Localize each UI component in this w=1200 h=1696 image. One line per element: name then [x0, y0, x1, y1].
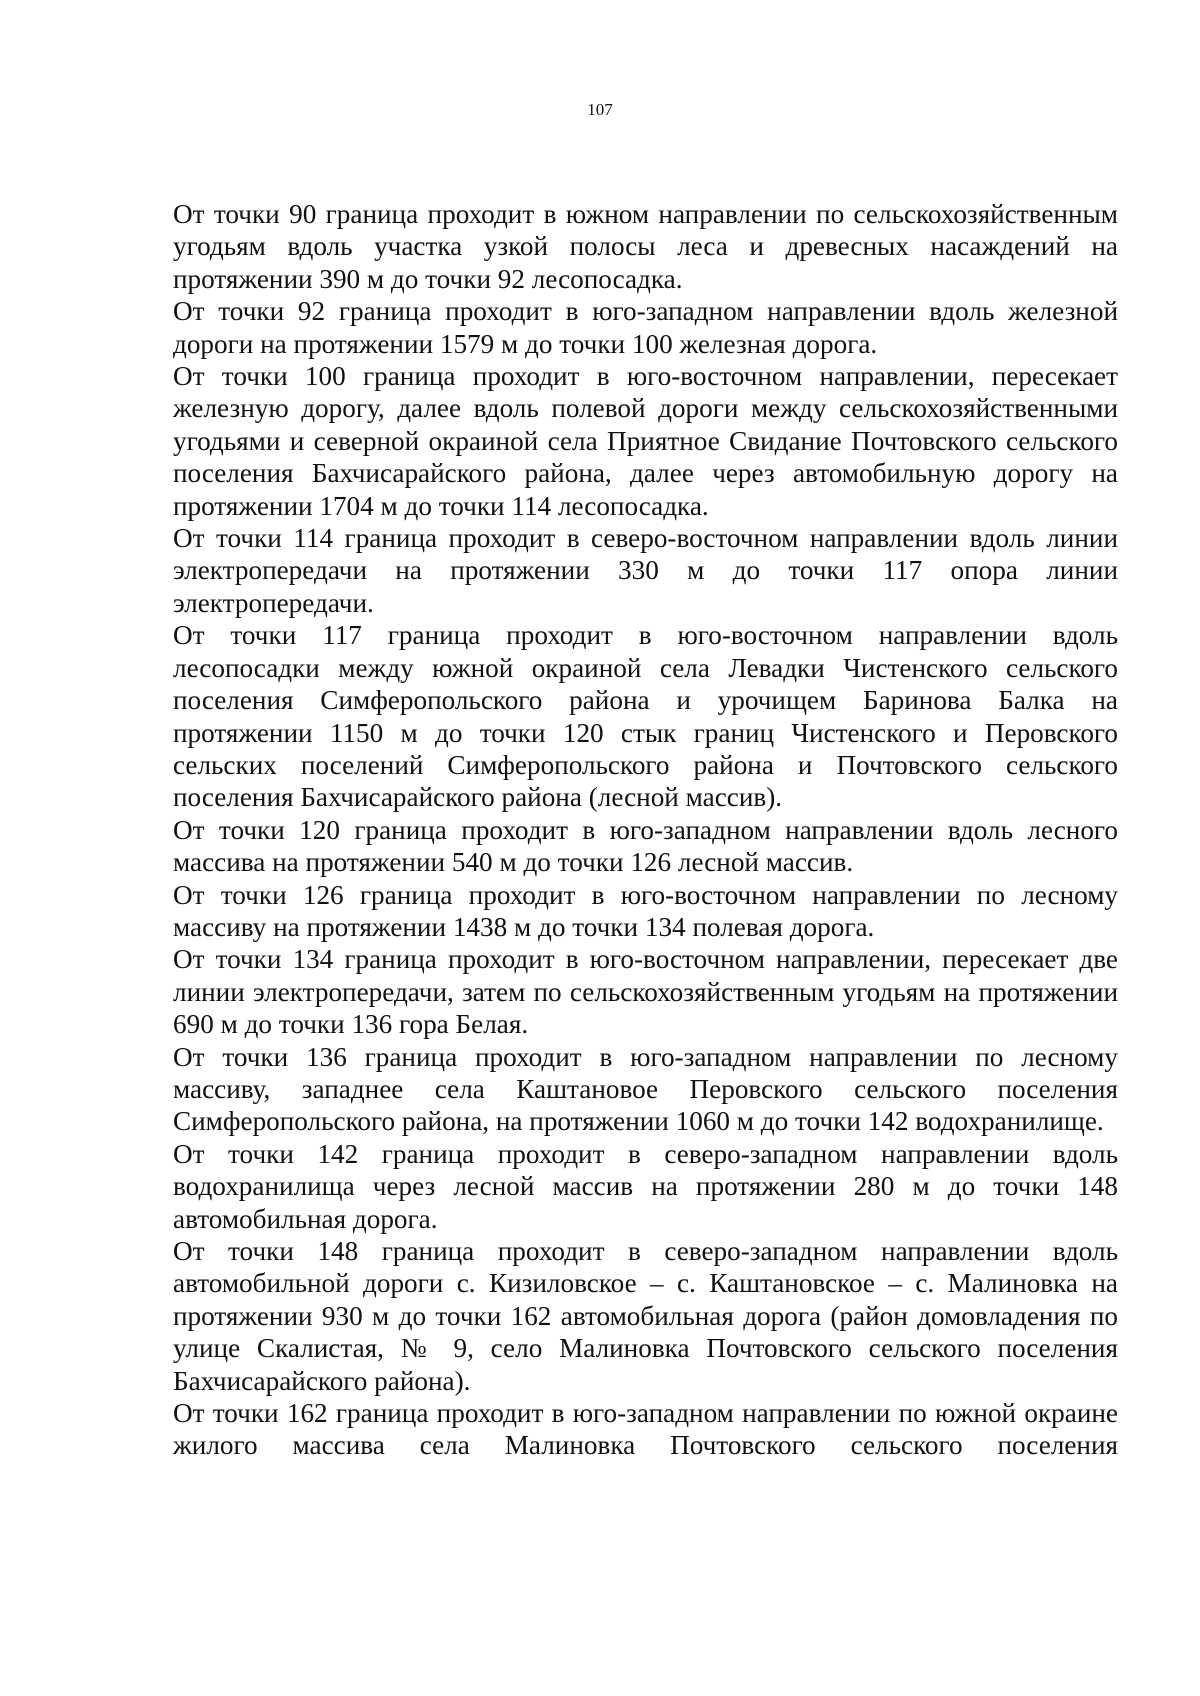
paragraph: От точки 120 граница проходит в юго-западном направлении вдоль лесного массива на протяжении 540 м до точки 126 лесной массив. [173, 814, 1118, 878]
paragraph: От точки 148 граница проходит в северо-западном направлении вдоль автомобильной дороги с. Кизиловское – с. Каштановское – с. Малиновка на протяжении 930 м до точки 162 автомобильная дорога (район домовладения по улице Скалистая, № 9, село Малиновка Почтовского сельского поселения Бахчисарайского района). [173, 1236, 1118, 1396]
paragraph: От точки 90 граница проходит в южном направлении по сельскохозяйственным угодьям вдоль участка узкой полосы леса и древесных насаждений на протяжении 390 м до точки 92 лесопосадка. [173, 199, 1118, 294]
paragraph: От точки 126 граница проходит в юго-восточном направлении по лесному массиву на протяжении 1438 м до точки 134 полевая дорога. [173, 879, 1118, 942]
paragraph: От точки 117 граница проходит в юго-восточном направлении вдоль лесопосадки между южной окраиной села Левадки Чистенского сельского поселения Симферопольского района и урочищем Баринова Балка на протяжении 1150 м до точки 120 стык границ Чистенского и Перовского сельских поселений Симферопольского района и Почтовского сельского поселения Бахчисарайского района (лесной массив). [173, 620, 1118, 813]
paragraph: От точки 114 граница проходит в северо-восточном направлении вдоль линии электропередачи на протяжении 330 м до точки 117 опора линии электропередачи. [173, 523, 1118, 618]
paragraph: От точки 142 граница проходит в северо-западном направлении вдоль водохранилища через лесной массив на протяжении 280 м до точки 148 автомобильная дорога. [173, 1138, 1118, 1234]
page-number: 107 [587, 100, 613, 119]
document-body [173, 198, 1118, 1462]
paragraph: От точки 162 граница проходит в юго-западном направлении по южной окраине жилого массива села Малиновка Почтовского сельского поселения [173, 1398, 1118, 1461]
paragraph: От точки 92 граница проходит в юго-западном направлении вдоль железной дороги на протяжении 1579 м до точки 100 железная дорога. [173, 296, 1118, 359]
paragraph: От точки 134 граница проходит в юго-восточном направлении, пересекает две линии электропередачи, затем по сельскохозяйственным угодьям на протяжении 690 м до точки 136 гора Белая. [173, 944, 1118, 1040]
paragraph: От точки 100 граница проходит в юго-восточном направлении, пересекает железную дорогу, далее вдоль полевой дороги между сельскохозяйственными угодьями и северной окраиной села Приятное Свидание Почтовского сельского поселения Бахчисарайского района, далее через автомобильную дорогу на протяжении 1704 м до точки 114 лесопосадка. [173, 361, 1118, 521]
paragraph: От точки 136 граница проходит в юго-западном направлении по лесному массиву, западнее села Каштановое Перовского сельского поселения Симферопольского района, на протяжении 1060 м до точки 142 водохранилище. [173, 1041, 1118, 1137]
